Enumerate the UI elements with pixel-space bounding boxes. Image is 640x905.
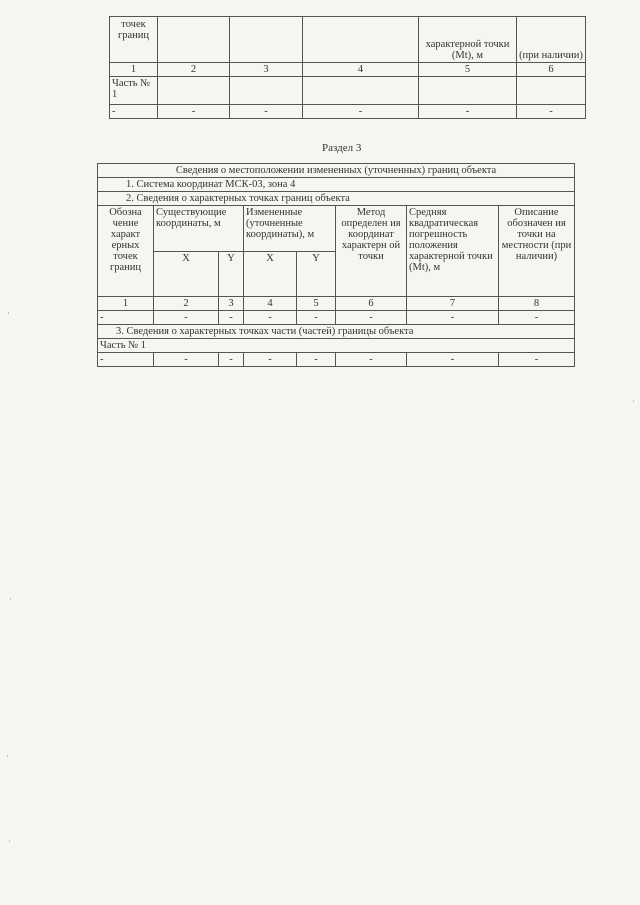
dash-cell: - bbox=[419, 105, 517, 119]
number-cell: 6 bbox=[336, 297, 407, 311]
dash-cell: - bbox=[499, 311, 575, 325]
header-cell: точек границ bbox=[110, 17, 158, 63]
dash-cell: - bbox=[336, 353, 407, 367]
dash-cell: - bbox=[297, 311, 336, 325]
scan-speck bbox=[7, 755, 8, 757]
table-row bbox=[98, 178, 575, 192]
table-row bbox=[110, 63, 586, 77]
subheader-y: Y bbox=[297, 252, 336, 297]
table-caption-row bbox=[98, 164, 575, 178]
dash-cell: - bbox=[98, 353, 154, 367]
number-cell: 5 bbox=[297, 297, 336, 311]
header-description: Описание обозначен ия точки на местности (при наличии) bbox=[499, 206, 575, 297]
section-title: Раздел 3 bbox=[322, 142, 362, 154]
scan-speck bbox=[9, 840, 10, 842]
header-cell bbox=[230, 17, 303, 63]
subheader-y: Y bbox=[219, 252, 244, 297]
header-changed-coordinates: Измененные (уточненные координаты), м bbox=[244, 206, 336, 252]
dash-cell: - bbox=[499, 353, 575, 367]
table-row bbox=[98, 339, 575, 353]
part-label: Часть № 1 bbox=[98, 339, 575, 353]
part-points-heading: 3. Сведения о характерных точках части (частей) границы объекта bbox=[98, 325, 575, 339]
dash-cell: - bbox=[110, 105, 158, 119]
dash-cell: - bbox=[98, 311, 154, 325]
header-cell: (при наличии) bbox=[517, 17, 586, 63]
subheader-x: X bbox=[244, 252, 297, 297]
number-cell: 7 bbox=[407, 297, 499, 311]
dash-cell: - bbox=[297, 353, 336, 367]
header-cell: характерной точки (Mt), м bbox=[419, 17, 517, 63]
scan-speck bbox=[10, 598, 11, 600]
number-cell: 1 bbox=[98, 297, 154, 311]
header-cell bbox=[158, 17, 230, 63]
table-header-row bbox=[98, 206, 575, 252]
dash-cell: - bbox=[244, 311, 297, 325]
number-cell: 5 bbox=[419, 63, 517, 77]
header-cell bbox=[303, 17, 419, 63]
table-row bbox=[98, 311, 575, 325]
header-existing-coordinates: Существующие координаты, м bbox=[154, 206, 244, 252]
header-mean-error: Средняя квадратическая погрешность положения характерной точки (Mt), м bbox=[407, 206, 499, 297]
points-info-heading: 2. Сведения о характерных точках границ объекта bbox=[98, 192, 575, 206]
section3-caption: Сведения о местоположении измененных (уточненных) границ объекта bbox=[98, 164, 575, 178]
number-cell: 1 bbox=[110, 63, 158, 77]
header-method: Метод определен ия координат характерн ой точки bbox=[336, 206, 407, 297]
boundary-points-table-continued bbox=[109, 16, 586, 119]
number-cell: 6 bbox=[517, 63, 586, 77]
table-row bbox=[98, 297, 575, 311]
dash-cell: - bbox=[517, 105, 586, 119]
number-cell: 2 bbox=[158, 63, 230, 77]
dash-cell: - bbox=[219, 353, 244, 367]
dash-cell: - bbox=[407, 311, 499, 325]
dash-cell: - bbox=[230, 105, 303, 119]
dash-cell: - bbox=[244, 353, 297, 367]
dash-cell: - bbox=[336, 311, 407, 325]
table-row bbox=[98, 325, 575, 339]
number-cell: 8 bbox=[499, 297, 575, 311]
scan-speck bbox=[8, 312, 9, 314]
scan-speck bbox=[633, 400, 634, 402]
number-cell: 3 bbox=[230, 63, 303, 77]
number-cell: 2 bbox=[154, 297, 219, 311]
number-cell: 4 bbox=[303, 63, 419, 77]
dash-cell: - bbox=[407, 353, 499, 367]
dash-cell: - bbox=[154, 353, 219, 367]
part-label-cell: Часть № 1 bbox=[110, 77, 158, 105]
dash-cell: - bbox=[158, 105, 230, 119]
subheader-x: X bbox=[154, 252, 219, 297]
header-point-designation: Обозна чение характ ерных точек границ bbox=[98, 206, 154, 297]
table-row bbox=[110, 105, 586, 119]
dash-cell: - bbox=[303, 105, 419, 119]
number-cell: 3 bbox=[219, 297, 244, 311]
table-row bbox=[98, 192, 575, 206]
table-row bbox=[98, 353, 575, 367]
coordinate-system-line: 1. Система координат МСК-03, зона 4 bbox=[98, 178, 575, 192]
section3-table bbox=[97, 163, 575, 367]
table-header-row bbox=[110, 17, 586, 63]
table-row bbox=[110, 77, 586, 105]
number-cell: 4 bbox=[244, 297, 297, 311]
dash-cell: - bbox=[219, 311, 244, 325]
dash-cell: - bbox=[154, 311, 219, 325]
